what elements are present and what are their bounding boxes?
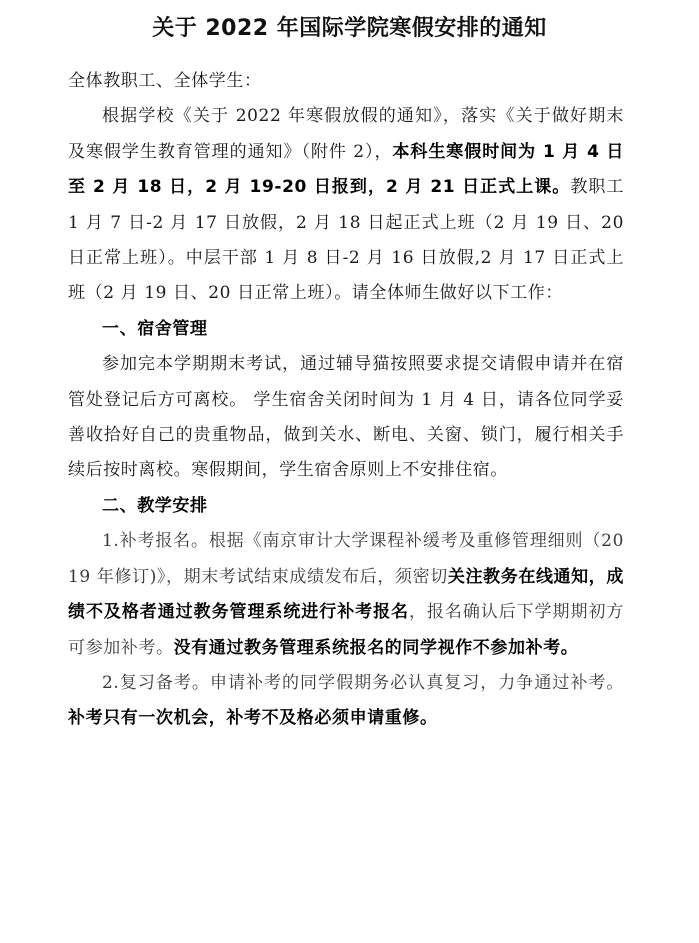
intro-bold-dates: 本科生寒假时间为 1 月 4 日至 2 月 18 日，2 月 19-20 日报到，2 月 21 日正式上课。 <box>68 141 625 198</box>
salutation: 全体教职工、全体学生： <box>68 71 262 91</box>
item1-bold-b: 关注教务在线通知，成绩不及格者通过教务管理系统进行补考报名 <box>68 566 624 623</box>
dormitory-paragraph: 参加完本学期期末考试，通过辅导猫按照要求提交请假申请并在宿管处登记后方可离校。 学生宿舍关闭时间为 1 月 4 日，请各位同学妥善收拾好自己的贵重物品，做到关水、断电、关窗、锁门，履行相关手续后按时离校。寒假期间，学生宿舍原则上不安排住宿。 <box>68 354 624 481</box>
intro-text-2: 教职工 1 月 7 日-2 月 17 日放假，2 月 18 日起正式上班（2 月 19 日、20 日正常上班）。中层干部 1 月 8 日-2 月 16 日放假,2 月 17 日正式上班（2 月 19 日、20 日正常上班）。请全体师生做好以下工作： <box>68 177 624 304</box>
item1-text-a: 1.补考报名。根据《南京审计大学课程补缓考及重修管理细则（2019 年修订)》，期末考试结束成绩发布后，须密切 <box>68 531 624 587</box>
intro-paragraph <box>68 99 624 311</box>
item1-bold-d: 没有通过教务管理系统报名的同学视作不参加补考。 <box>173 637 579 658</box>
teaching-item-1 <box>68 524 624 666</box>
section-heading-teaching: 二、教学安排 <box>102 495 208 516</box>
intro-text-1: 根据学校《关于 2022 年寒假放假的通知》，落实《关于做好期末及寒假学生教育管理的通知》（附件 2）， <box>68 106 624 162</box>
item2-bold-b: 补考只有一次机会，补考不及格必须申请重修。 <box>68 708 438 729</box>
page-title: 关于 2022 年国际学院寒假安排的通知 <box>152 16 547 41</box>
item2-text-a: 2.复习备考。申请补考的同学假期务必认真复习，力争通过补考。 <box>102 672 624 693</box>
teaching-item-2 <box>68 666 624 737</box>
document-body <box>68 64 624 737</box>
item1-text-c: ，报名确认后下学期期初方可参加补考。 <box>68 602 624 658</box>
section-heading-dormitory: 一、宿舍管理 <box>102 318 208 339</box>
